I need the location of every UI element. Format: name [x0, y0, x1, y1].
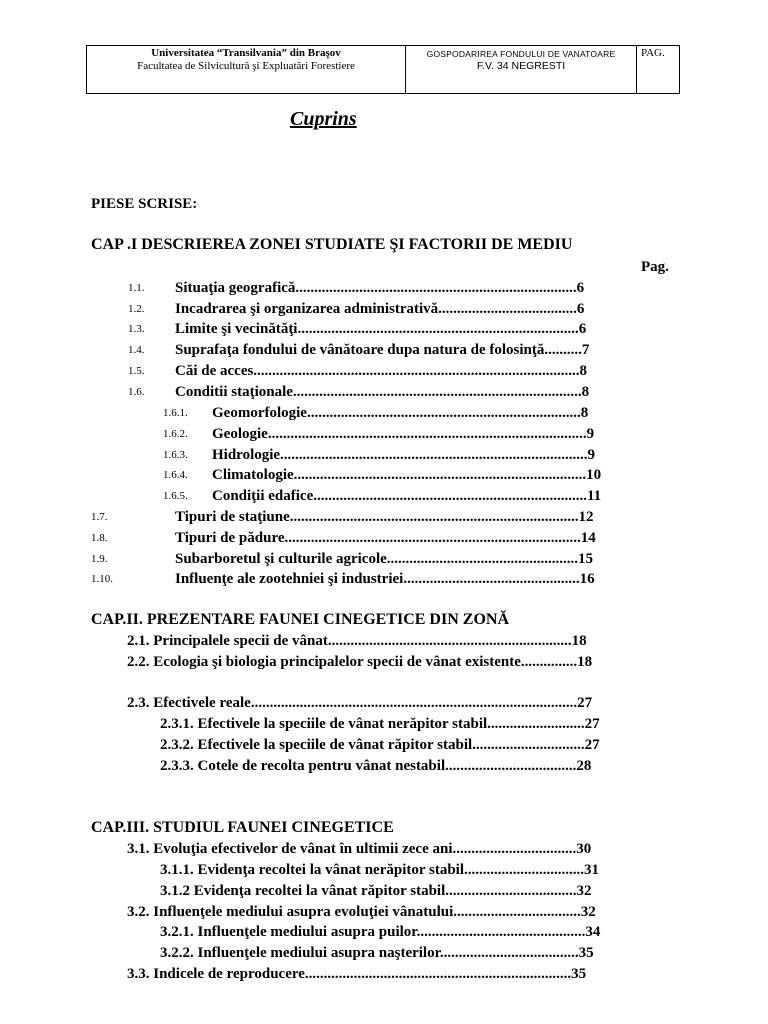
toc-entry-number: 1.7.	[91, 511, 108, 523]
chapter-heading: CAP .I DESCRIEREA ZONEI STUDIATE ŞI FACTORII DE MEDIU	[91, 236, 573, 253]
toc-entry[interactable]: 3.2.2. Influenţele mediului asupra naşterilor.....................................35	[160, 945, 594, 961]
toc-entry-number: 1.6.2.	[163, 428, 188, 440]
toc-entry-number: 1.3.	[128, 323, 145, 335]
toc-entry-number: 1.6.	[128, 386, 145, 398]
toc-entry[interactable]: 2.3. Efectivele reale.......................................................................................27	[127, 695, 593, 711]
toc-entry[interactable]: Influenţe ale zootehniei şi industriei...............................................16	[175, 571, 595, 587]
header-institution-cell	[87, 46, 406, 93]
toc-entry-number: 1.6.3.	[163, 449, 188, 461]
toc-entry-number: 1.6.5.	[163, 490, 188, 502]
toc-entry[interactable]: 2.2. Ecologia şi biologia principalelor specii de vânat existente...............18	[127, 654, 593, 670]
toc-entry[interactable]: Geologie.....................................................................................9	[212, 426, 595, 442]
chapter-heading: CAP.II. PREZENTARE FAUNEI CINEGETICE DIN ZONĂ	[91, 611, 509, 628]
toc-entry-number: 1.6.1.	[163, 407, 188, 419]
toc-entry-number: 1.8.	[91, 532, 108, 544]
toc-entry-number: 1.5.	[128, 365, 145, 377]
toc-entry-number: 1.2.	[128, 303, 145, 315]
toc-entry[interactable]: Conditii staţionale.............................................................................8	[175, 384, 590, 400]
toc-entry[interactable]: 3.1. Evoluţia efectivelor de vânat în ultimii zece ani.................................30	[127, 841, 592, 857]
toc-entry-number: 1.6.4.	[163, 469, 188, 481]
toc-entry[interactable]: Tipuri de pădure...............................................................................14	[175, 530, 596, 546]
toc-entry-number: 1.1.	[128, 282, 145, 294]
toc-entry[interactable]: 3.1.1. Evidenţa recoltei la vânat nerăpitor stabil................................31	[160, 862, 600, 878]
toc-entry[interactable]: Hidrologie..................................................................................9	[212, 447, 596, 463]
toc-entry[interactable]: Subarboretul şi culturile agricole...................................................15	[175, 551, 594, 567]
page-label: PAG.	[641, 47, 665, 59]
toc-entry[interactable]: Condiţii edafice.........................................................................11	[212, 488, 602, 504]
header-subject-cell	[406, 46, 637, 93]
toc-entry[interactable]: 3.3. Indicele de reproducere.......................................................................35	[127, 966, 587, 982]
toc-entry[interactable]: Climatologie..............................................................................10	[212, 467, 602, 483]
toc-entry[interactable]: Incadrarea şi organizarea administrativă.....................................6	[175, 301, 585, 317]
toc-entry[interactable]: 3.1.2 Evidenţa recoltei la vânat răpitor stabil...................................32	[160, 883, 592, 899]
toc-entry[interactable]: 2.1. Principalele specii de vânat.................................................................18	[127, 633, 587, 649]
toc-entry[interactable]: 2.3.3. Cotele de recolta pentru vânat nestabil...................................28	[160, 758, 592, 774]
university-name: Universitatea “Transilvania” din Braşov	[151, 47, 341, 59]
toc-entry[interactable]: Tipuri de staţiune.............................................................................12	[175, 509, 594, 525]
toc-entry[interactable]: 2.3.1. Efectivele la speciile de vânat nerăpitor stabil..........................27	[160, 716, 600, 732]
toc-entry[interactable]: Limite şi vecinătăţi...........................................................................6	[175, 321, 587, 337]
fund-name: F.V. 34 NEGRESTI	[476, 60, 566, 72]
subject-name: GOSPODARIREA FONDULUI DE VANATOARE	[426, 49, 616, 59]
faculty-name: Facultatea de Silvicultură şi Expluatări Forestiere	[137, 60, 355, 72]
toc-entry[interactable]: Căi de acces.......................................................................................8	[175, 363, 588, 379]
toc-entry[interactable]: 3.2. Influenţele mediului asupra evoluţiei vânatului..................................32	[127, 904, 596, 920]
toc-entry[interactable]: 3.2.1. Influenţele mediului asupra puilor.............................................34	[160, 924, 601, 940]
header-page-cell	[637, 46, 679, 93]
toc-entry[interactable]: Situaţia geografică...........................................................................6	[175, 280, 585, 296]
toc-entry[interactable]: Suprafaţa fondului de vânătoare dupa natura de folosinţă..........7	[175, 342, 590, 358]
toc-entry[interactable]: Geomorfologie.........................................................................8	[212, 405, 589, 421]
page-title: Cuprins	[290, 108, 357, 130]
chapter-heading: CAP.III. STUDIUL FAUNEI CINEGETICE	[91, 819, 394, 836]
toc-entry-number: 1.10.	[91, 573, 113, 585]
page-header	[86, 45, 680, 94]
toc-entry-number: 1.9.	[91, 553, 108, 565]
pag-column-label: Pag.	[641, 259, 669, 275]
toc-entry[interactable]: 2.3.2. Efectivele la speciile de vânat răpitor stabil..............................27	[160, 737, 600, 753]
toc-entry-number: 1.4.	[128, 344, 145, 356]
section-heading: PIESE SCRISE:	[91, 196, 198, 212]
